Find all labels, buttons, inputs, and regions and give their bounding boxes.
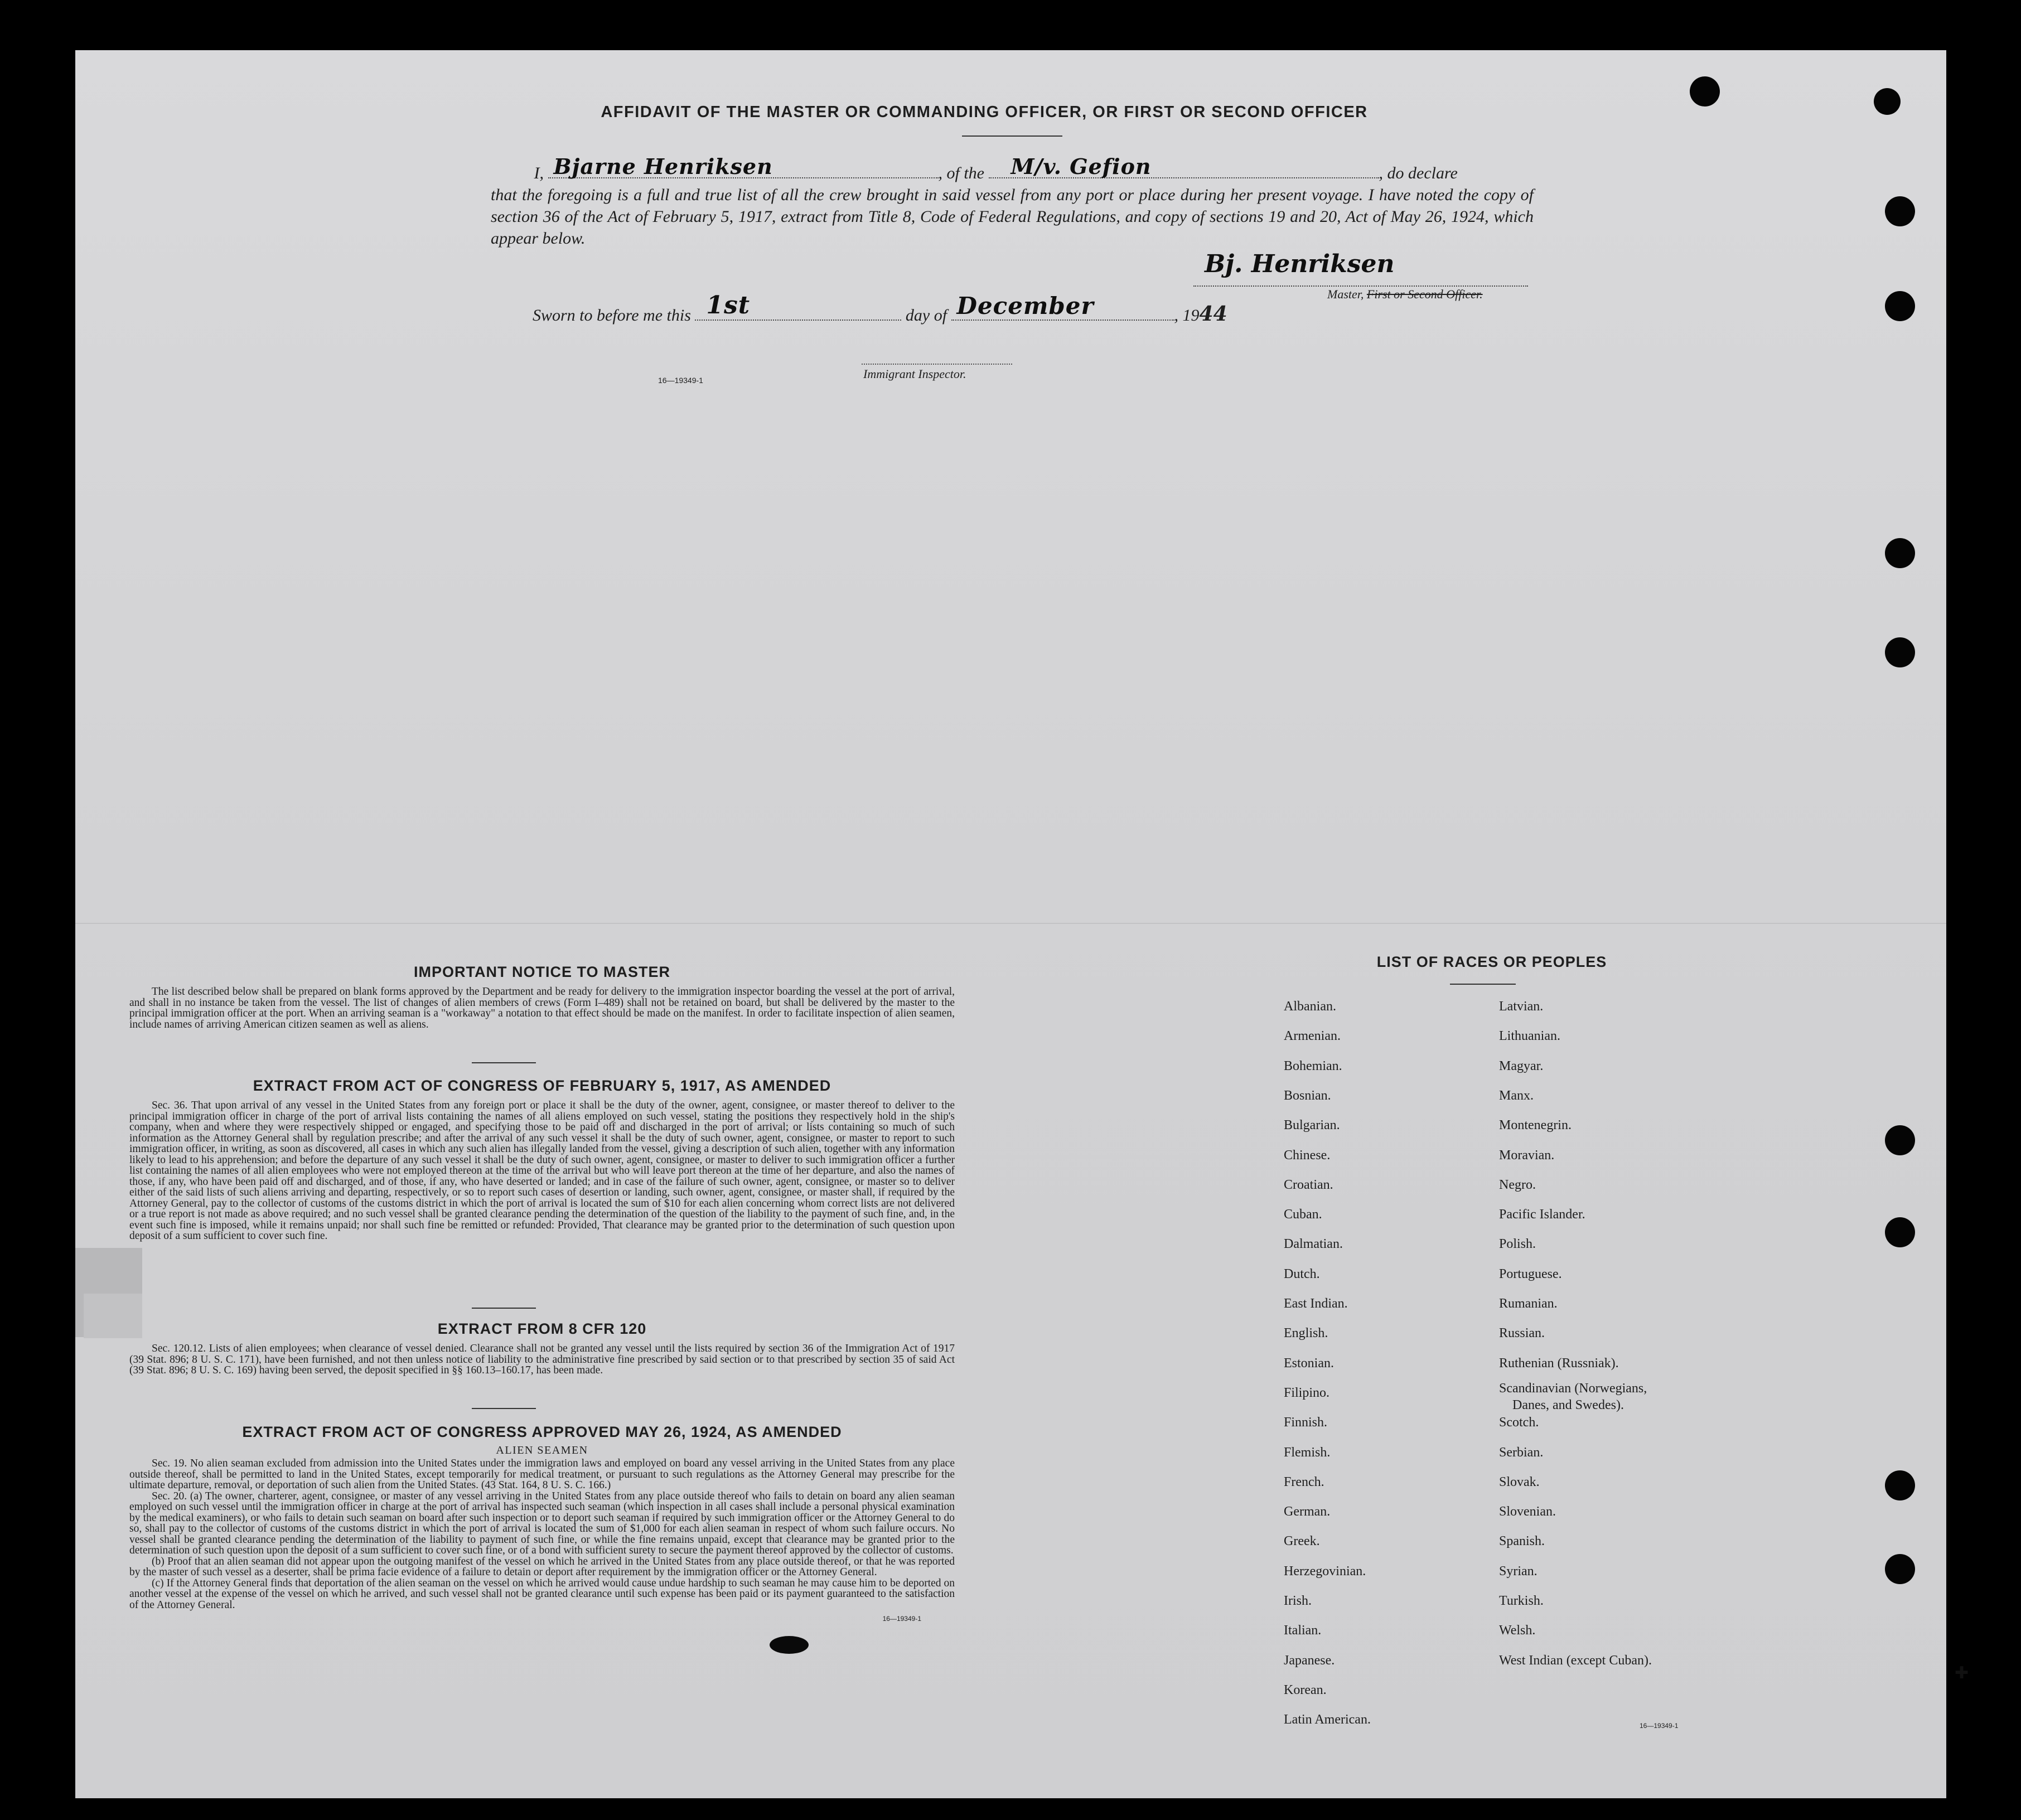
section-rule <box>472 1062 536 1063</box>
race-item: Pacific Islander. <box>1499 1207 1585 1222</box>
ink-blot <box>770 1636 809 1654</box>
punch-hole <box>1885 538 1915 568</box>
affidavit-title: AFFIDAVIT OF THE MASTER OR COMMANDING OFFICER, OR FIRST OR SECOND OFFICER <box>601 103 1368 121</box>
punch-hole <box>1885 1125 1915 1155</box>
race-item: Rumanian. <box>1499 1296 1558 1311</box>
form-number-top: 16—19349-1 <box>658 376 703 385</box>
race-item: Scotch. <box>1499 1415 1539 1430</box>
race-item: Japanese. <box>1284 1653 1335 1668</box>
race-item: Filipino. <box>1284 1385 1330 1400</box>
notice-text: The list described below shall be prepared on blank forms approved by the Department and be ready for delivery to the immigration inspector boarding the vessel at the port of arrival, and shall in no instance be taken from the vessel. The list of changes of alien members of crews (Form I–489) shall not be retained on board, but shall be delivered by the master to the principal immigration officer at the port. When an arriving seaman is a "workaway" a notation to that effect should be made on the manifest. In order to facilitate inspection of alien seamen, include names of arriving American citizen seamen as well as aliens. <box>129 986 955 1030</box>
title-rule <box>962 135 1062 137</box>
punch-hole <box>1885 1470 1915 1500</box>
year-prefix: , 19 <box>1174 306 1200 325</box>
race-item: Flemish. <box>1284 1445 1331 1460</box>
race-item: East Indian. <box>1284 1296 1348 1311</box>
notice-title: IMPORTANT NOTICE TO MASTER <box>414 964 670 980</box>
section-rule <box>472 1308 536 1309</box>
race-item: Bosnian. <box>1284 1088 1331 1103</box>
declarant-prefix: I, <box>534 164 544 182</box>
fold-line <box>75 923 1946 924</box>
punch-hole <box>1885 196 1915 226</box>
signature-line <box>1193 284 1528 287</box>
race-item: Manx. <box>1499 1088 1534 1103</box>
race-item: Bulgarian. <box>1284 1118 1340 1133</box>
sworn-statement <box>533 291 1227 326</box>
race-item: Estonian. <box>1284 1356 1334 1371</box>
race-item: Korean. <box>1284 1682 1327 1697</box>
race-item: Slovenian. <box>1499 1504 1556 1519</box>
vessel-name-field <box>989 154 1379 179</box>
declarant-name: Bjarne Henriksen <box>553 154 773 179</box>
punch-hole <box>1885 1217 1915 1247</box>
extract-1924-section <box>129 1424 955 1623</box>
races-title: LIST OF RACES OR PEOPLES <box>1376 953 1607 970</box>
sworn-day-field <box>695 291 901 321</box>
race-item: German. <box>1284 1504 1331 1519</box>
signature-title <box>1327 287 1483 302</box>
race-item: Bohemian. <box>1284 1058 1342 1073</box>
race-item: Latvian. <box>1499 999 1544 1014</box>
race-item: West Indian (except Cuban). <box>1499 1653 1652 1668</box>
punch-hole <box>1885 637 1915 667</box>
master-signature: Bj. Henriksen <box>1205 250 1395 278</box>
declaration-text: that the foregoing is a full and true list of all the crew brought in said vessel from any port or place during her present voyage. I have noted the copy of section 36 of the Act of February 5, 1917, extract from Title 8, Code of Federal Regulations, and copy of sections 19 and 20, Act of May 26, 1924, which appear below. <box>491 186 1534 248</box>
race-item: Syrian. <box>1499 1564 1537 1579</box>
race-item: Italian. <box>1284 1623 1322 1638</box>
race-item: Welsh. <box>1499 1623 1536 1638</box>
race-item: Finnish. <box>1284 1415 1328 1430</box>
race-item: Croatian. <box>1284 1177 1333 1192</box>
race-item: French. <box>1284 1474 1324 1489</box>
pin-mark: ✚ <box>1955 1664 1969 1682</box>
notice-section <box>129 964 955 1030</box>
form-number-races: 16—19349-1 <box>1640 1722 1679 1730</box>
race-item: Polish. <box>1499 1237 1536 1252</box>
punch-hole <box>1885 291 1915 321</box>
form-number-extract: 16—19349-1 <box>882 1615 921 1623</box>
race-item: Turkish. <box>1499 1594 1544 1608</box>
race-item: Slovak. <box>1499 1474 1540 1489</box>
year-suffix: 44 <box>1199 302 1227 326</box>
declarant-name-field <box>548 154 939 179</box>
race-item: Moravian. <box>1499 1148 1555 1163</box>
sworn-day: 1st <box>706 291 751 320</box>
punch-hole <box>1885 1554 1915 1584</box>
extract-1924-subtitle: ALIEN SEAMEN <box>496 1444 588 1456</box>
race-item: Scandinavian (Norwegians, <box>1499 1381 1647 1396</box>
affidavit-declaration <box>491 154 1534 249</box>
race-item: Negro. <box>1499 1177 1536 1192</box>
day-of-label: day of <box>905 306 947 325</box>
race-item: Lithuanian. <box>1499 1029 1560 1044</box>
race-item: Armenian. <box>1284 1029 1341 1044</box>
section-rule <box>472 1408 536 1409</box>
extract-cfr-title: EXTRACT FROM 8 CFR 120 <box>437 1320 647 1337</box>
extract-1924-title: EXTRACT FROM ACT OF CONGRESS APPROVED MAY 26, 1924, AS AMENDED <box>242 1424 842 1440</box>
race-item: Danes, and Swedes). <box>1512 1397 1624 1412</box>
extract-cfr-text: Sec. 120.12. Lists of alien employees; when clearance of vessel denied. Clearance shall not be granted any vessel until the lists required by section 36 of the Immigration Act of 1917 (39 Stat. 896; 8 U. S. C. 171), have been furnished, and not then unless notice of liability to the administrative fine prescribed by said section or to that prescribed by section 35 of said Act (39 Stat. 896; 8 U. S. C. 169) having been served, the deposit specified in §§ 160.13–160.17, has been made. <box>129 1343 955 1376</box>
sec-20c-text: (c) If the Attorney General finds that deportation of the alien seaman on the vessel on which he arrived would cause undue hardship to such seaman he may cause him to be deported on another vessel at the expense of the vessel on which he arrived, and such vessel shall not be granted clearance until such expense has been paid or its payment guaranteed to the satisfaction of the Attorney General. <box>129 1577 955 1611</box>
race-item: Herzegovinian. <box>1284 1564 1366 1579</box>
race-item: Dutch. <box>1284 1266 1320 1281</box>
sec-19-text: Sec. 19. No alien seaman excluded from admission into the United States under the immigration laws and employed on board any vessel arriving in the United States from any place outside thereof, shall be permitted to land in the United States, except temporarily for medical treatment, or pursuant to such regulations as the Attorney General may prescribe for the ultimate departure, removal, or deportation of such alien from the United States. (43 Stat. 164, 8 U. S. C. 166.) <box>129 1458 955 1491</box>
race-item: Latin American. <box>1284 1712 1371 1727</box>
signature-title-master: Master, <box>1327 287 1364 301</box>
sworn-prefix: Sworn to before me this <box>533 306 691 325</box>
race-item: Serbian. <box>1499 1445 1544 1460</box>
race-item: Irish. <box>1284 1594 1312 1608</box>
race-item: Portuguese. <box>1499 1266 1562 1281</box>
extract-cfr-section <box>129 1320 955 1376</box>
of-the-label: , of the <box>938 164 984 182</box>
race-item: Greek. <box>1284 1534 1320 1549</box>
race-item: Cuban. <box>1284 1207 1322 1222</box>
extract-1917-title: EXTRACT FROM ACT OF CONGRESS OF FEBRUARY 5, 1917, AS AMENDED <box>253 1077 831 1094</box>
punch-hole <box>1690 76 1720 107</box>
sworn-month: December <box>956 292 1094 320</box>
sworn-month-field <box>951 292 1174 321</box>
punch-hole <box>1874 88 1901 115</box>
vessel-name: M/v. Gefion <box>1010 154 1152 179</box>
race-item: Dalmatian. <box>1284 1237 1343 1252</box>
extract-1917-text: Sec. 36. That upon arrival of any vessel in the United States from any foreign port or place it shall be the duty of the owner, agent, consignee, or master thereof to deliver to the principal immigration officer in charge of the port of arrival lists containing the names of all aliens employed on such vessel, stating the positions they respectively hold in the ship's company, when and where they were respectively shipped or engaged, and specifying those to be paid off and discharged in the port of arrival; or lists containing so much of such information as the Attorney General shall by regulation prescribe; and after the arrival of any such vessel it shall be the duty of such owner, agent, consignee, or master to report to such immigration officer, in writing, as soon as discovered, all cases in which any such alien has illegally landed from the vessel, giving a description of such alien, together with any information likely to lead to his apprehension; and before the departure of any such vessel it shall be the duty of such owner, agent, consignee, or master to deliver to such immigration officer a further list containing the names of all alien employees who were not employed thereon at the time of the arrival but who will leave port thereon at the time of her departure, and also the names of those, if any, who have been paid off and discharged, and of those, if any, who have deserted or landed; and in case of the failure of such owner, agent, consignee, or master so to deliver either of the said lists of such aliens arriving and departing, respectively, or so to report such cases of desertion or landing, such owner, agent, consignee, or master shall, if required by the Attorney General, pay to the collector of customs of the customs district in which the port of arrival is located the sum of $10 for each alien concerning whom correct lists are not delivered or a true report is not made as above required; and no such vessel shall be granted clearance pending the determination of the question of the liability to the payment of such fine, and, in the event such fine is imposed, while it remains unpaid; nor shall such fine be remitted or refunded: Provided, That clearance may be granted prior to the determination of such question upon deposit of a sum sufficient to cover such fine. <box>129 1100 955 1242</box>
signature-title-struck: First or Second Officer. <box>1366 287 1483 301</box>
extract-1917-section <box>129 1077 955 1242</box>
race-item: Russian. <box>1499 1326 1545 1341</box>
sec-20a-text: Sec. 20. (a) The owner, charterer, agent, consignee, or master of any vessel arriving in the United States from any place outside thereof who fails to detain on board any alien seaman employed on such vessel until the immigration officer in charge at the port of arrival has inspected such seaman (which inspection in all cases shall include a personal physical examination by the medical examiners), or who fails to detain such seaman on board after such inspection or to deport such seaman if required by such immigration officer or the Attorney General to do so, shall pay to the collector of customs of the customs district in which the port of arrival is located the sum of $1,000 for each alien seaman in respect of whom such failure occurs. No vessel shall be granted clearance pending the determination of the liability to payment of such fine, or while the fine remains unpaid, except that clearance may be granted prior to the determination of such question upon the deposit of a sum sufficient to cover such fine, or of a bond with sufficient surety to secure the payment thereof approved by the collector of customs. <box>129 1490 955 1556</box>
races-title-rule <box>1450 984 1516 985</box>
race-item: Ruthenian (Russniak). <box>1499 1356 1619 1371</box>
inspector-label: Immigrant Inspector. <box>863 367 966 381</box>
race-item: Chinese. <box>1284 1148 1331 1163</box>
race-item: Magyar. <box>1499 1058 1544 1073</box>
race-item: Montenegrin. <box>1499 1118 1572 1133</box>
inspector-signature-line <box>862 364 1012 365</box>
race-item: Albanian. <box>1284 999 1336 1014</box>
sec-20b-text: (b) Proof that an alien seaman did not appear upon the outgoing manifest of the vessel on which he arrived in the United States from any place outside thereof, or that he was reported by the master of such vessel as a deserter, shall be prima facie evidence of a failure to detain or deport after requirement by the immigration officer or the Attorney General. <box>129 1555 955 1578</box>
race-item: Spanish. <box>1499 1534 1545 1549</box>
do-declare-label: , do declare <box>1379 164 1458 182</box>
race-item: English. <box>1284 1326 1328 1341</box>
